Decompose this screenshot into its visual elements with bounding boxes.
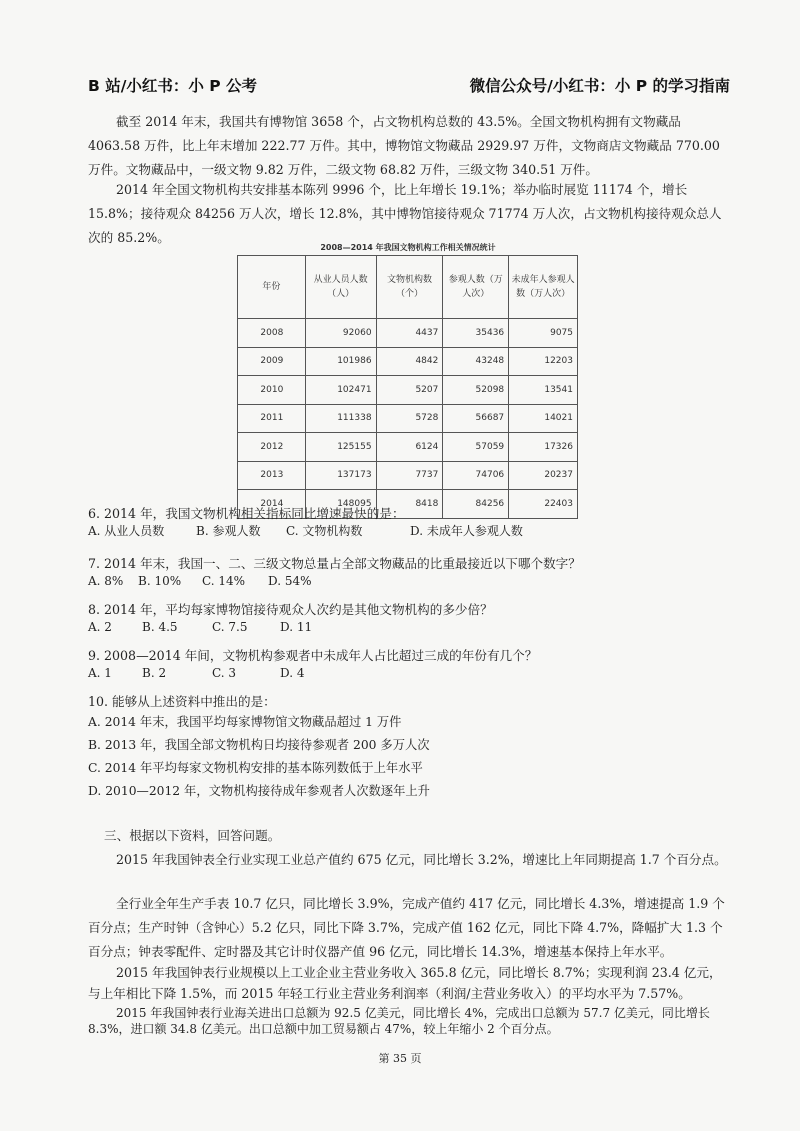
cell-year: 2010 xyxy=(238,376,306,405)
cell-staff: 125155 xyxy=(305,433,376,462)
cell-staff: 92060 xyxy=(305,319,376,348)
cell-staff: 102471 xyxy=(305,376,376,405)
cell-year: 2009 xyxy=(238,347,306,376)
question-8-option-a[interactable]: A. 2 xyxy=(88,620,112,634)
table-caption: 2008—2014 年我国文物机构工作相关情况统计 xyxy=(320,243,496,252)
header-year: 年份 xyxy=(238,256,306,319)
question-8-option-b[interactable]: B. 4.5 xyxy=(142,620,178,634)
cell-visitors: 56687 xyxy=(443,404,509,433)
header-institutions: 文物机构数（个） xyxy=(376,256,443,319)
cell-institutions: 5728 xyxy=(376,404,443,433)
cell-visitors: 43248 xyxy=(443,347,509,376)
cell-minor-visitors: 9075 xyxy=(509,319,578,348)
cell-visitors: 84256 xyxy=(443,490,509,519)
header-visitors: 参观人数（万人次） xyxy=(443,256,509,319)
question-7-stem: 7. 2014 年末，我国一、二、三级文物总量占全部文物藏品的比重最接近以下哪个数字？ xyxy=(88,556,581,571)
section-3-title: 三、根据以下资料，回答问题。 xyxy=(104,828,281,843)
question-7-option-c[interactable]: C. 14% xyxy=(202,574,246,588)
section-3-paragraph-2: 全行业全年生产手表 10.7 亿只，同比增长 3.9%，完成产值约 417 亿元，同比增长 4.3%，增速提高 1.9 个百分点；生产时钟（含钟心）5.2 亿只，同比下降 3.7%，完成产值 162 亿元，同比下降 4.7%，降幅扩大 1.3 个百分点；钟表零配件、定时器及其它计时仪器产值 96 亿元，同比增长 14.3%，增速基本保持上年水平。 xyxy=(88,896,725,959)
question-7-options xyxy=(88,572,312,591)
cell-minor-visitors: 13541 xyxy=(509,376,578,405)
section-3-paragraph-4: 2015 年我国钟表行业海关进出口总额为 92.5 亿美元，同比增长 4%，完成出口总额为 57.7 亿美元，同比增长 8.3%，进口额 34.8 亿美元。出口总额中加工贸易额占 47%，较上年缩小 2 个百分点。 xyxy=(88,1006,710,1036)
cell-institutions: 5207 xyxy=(376,376,443,405)
question-6-option-b[interactable]: B. 参观人数 xyxy=(196,524,261,538)
cell-institutions: 4437 xyxy=(376,319,443,348)
question-9-option-b[interactable]: B. 2 xyxy=(142,666,167,680)
question-7-option-a[interactable]: A. 8% xyxy=(88,574,124,588)
table-row xyxy=(238,376,578,405)
cell-institutions: 6124 xyxy=(376,433,443,462)
question-6-option-a[interactable]: A. 从业人员数 xyxy=(88,524,165,538)
question-10-option-a[interactable]: A. 2014 年末，我国平均每家博物馆文物藏品超过 1 万件 xyxy=(88,715,402,729)
question-6-options xyxy=(88,522,523,541)
cell-minor-visitors: 12203 xyxy=(509,347,578,376)
header-right: 微信公众号/小红书：小 P 的学习指南 xyxy=(469,77,730,95)
cell-year: 2014 xyxy=(238,490,306,519)
cell-visitors: 35436 xyxy=(443,319,509,348)
question-9-option-a[interactable]: A. 1 xyxy=(88,666,112,680)
question-8-option-c[interactable]: C. 7.5 xyxy=(212,620,248,634)
cell-minor-visitors: 17326 xyxy=(509,433,578,462)
question-9-stem: 9. 2008—2014 年间，文物机构参观者中未成年人占比超过三成的年份有几个？ xyxy=(88,648,538,663)
header-minor-visitors: 未成年人参观人数（万人次） xyxy=(509,256,578,319)
question-9-option-c[interactable]: C. 3 xyxy=(212,666,237,680)
cell-year: 2011 xyxy=(238,404,306,433)
table-row xyxy=(238,461,578,490)
paragraph-exhibition-stats: 2014 年全国文物机构共安排基本陈列 9996 个，比上年增长 19.1%；举办临时展览 11174 个，增长 15.8%；接待观众 84256 万人次，增长 12.8%，其中博物馆接待观众 71774 万人次，占文物机构接待观众总人次的 85.2%。 xyxy=(88,182,722,245)
question-10-option-c[interactable]: C. 2014 年平均每家文物机构安排的基本陈列数低于上年水平 xyxy=(88,761,423,775)
cell-staff: 137173 xyxy=(305,461,376,490)
cell-minor-visitors: 14021 xyxy=(509,404,578,433)
question-8-options xyxy=(88,618,312,637)
page-number: 第 35 页 xyxy=(378,1052,422,1065)
cell-staff: 148095 xyxy=(305,490,376,519)
question-9-option-d[interactable]: D. 4 xyxy=(280,666,305,680)
cell-minor-visitors: 20237 xyxy=(509,461,578,490)
question-7-option-d[interactable]: D. 54% xyxy=(268,574,312,588)
cell-year: 2008 xyxy=(238,319,306,348)
cell-institutions: 7737 xyxy=(376,461,443,490)
table-row xyxy=(238,404,578,433)
stats-table xyxy=(237,255,578,519)
cell-staff: 111338 xyxy=(305,404,376,433)
question-8-option-d[interactable]: D. 11 xyxy=(280,620,313,634)
cell-institutions: 8418 xyxy=(376,490,443,519)
cell-year: 2012 xyxy=(238,433,306,462)
table-header-row xyxy=(238,256,578,319)
cell-staff: 101986 xyxy=(305,347,376,376)
question-10-option-b[interactable]: B. 2013 年，我国全部文物机构日均接待参观者 200 多万人次 xyxy=(88,738,430,752)
question-7-option-b[interactable]: B. 10% xyxy=(138,574,182,588)
cell-institutions: 4842 xyxy=(376,347,443,376)
table-row xyxy=(238,433,578,462)
paragraph-museum-stats: 截至 2014 年末，我国共有博物馆 3658 个，占文物机构总数的 43.5%。全国文物机构拥有文物藏品 4063.58 万件，比上年末增加 222.77 万件。其中，博物馆文物藏品 2929.97 万件，文物商店文物藏品 770.00 万件。文物藏品中，一级文物 9.82 万件，二级文物 68.82 万件，三级文物 340.51 万件。 xyxy=(88,114,720,177)
question-9-options xyxy=(88,664,304,683)
question-10-stem: 10. 能够从上述资料中推出的是： xyxy=(88,694,276,709)
section-3-paragraph-1: 2015 年我国钟表全行业实现工业总产值约 675 亿元，同比增长 3.2%，增速比上年同期提高 1.7 个百分点。 xyxy=(116,852,727,867)
header-left: B 站/小红书：小 P 公考 xyxy=(88,77,258,95)
question-6-stem: 6. 2014 年，我国文物机构相关指标同比增速最快的是： xyxy=(88,506,405,521)
table-row xyxy=(238,319,578,348)
cell-visitors: 52098 xyxy=(443,376,509,405)
cell-year: 2013 xyxy=(238,461,306,490)
header-staff: 从业人员人数（人） xyxy=(305,256,376,319)
table-row xyxy=(238,347,578,376)
cell-minor-visitors: 22403 xyxy=(509,490,578,519)
cell-visitors: 57059 xyxy=(443,433,509,462)
question-8-stem: 8. 2014 年，平均每家博物馆接待观众人次约是其他文物机构的多少倍？ xyxy=(88,602,493,617)
question-10-option-d[interactable]: D. 2010—2012 年，文物机构接待成年参观者人次数逐年上升 xyxy=(88,784,430,798)
cell-visitors: 74706 xyxy=(443,461,509,490)
section-3-paragraph-3: 2015 年我国钟表行业规模以上工业企业主营业务收入 365.8 亿元，同比增长 8.7%；实现利润 23.4 亿元，与上年相比下降 1.5%，而 2015 年轻工行业主营业务利润率（利润/主营业务收入）的平均水平为 7.57%。 xyxy=(88,965,722,1001)
question-6-option-c[interactable]: C. 文物机构数 xyxy=(286,524,363,538)
question-6-option-d[interactable]: D. 未成年人参观人数 xyxy=(410,524,523,538)
